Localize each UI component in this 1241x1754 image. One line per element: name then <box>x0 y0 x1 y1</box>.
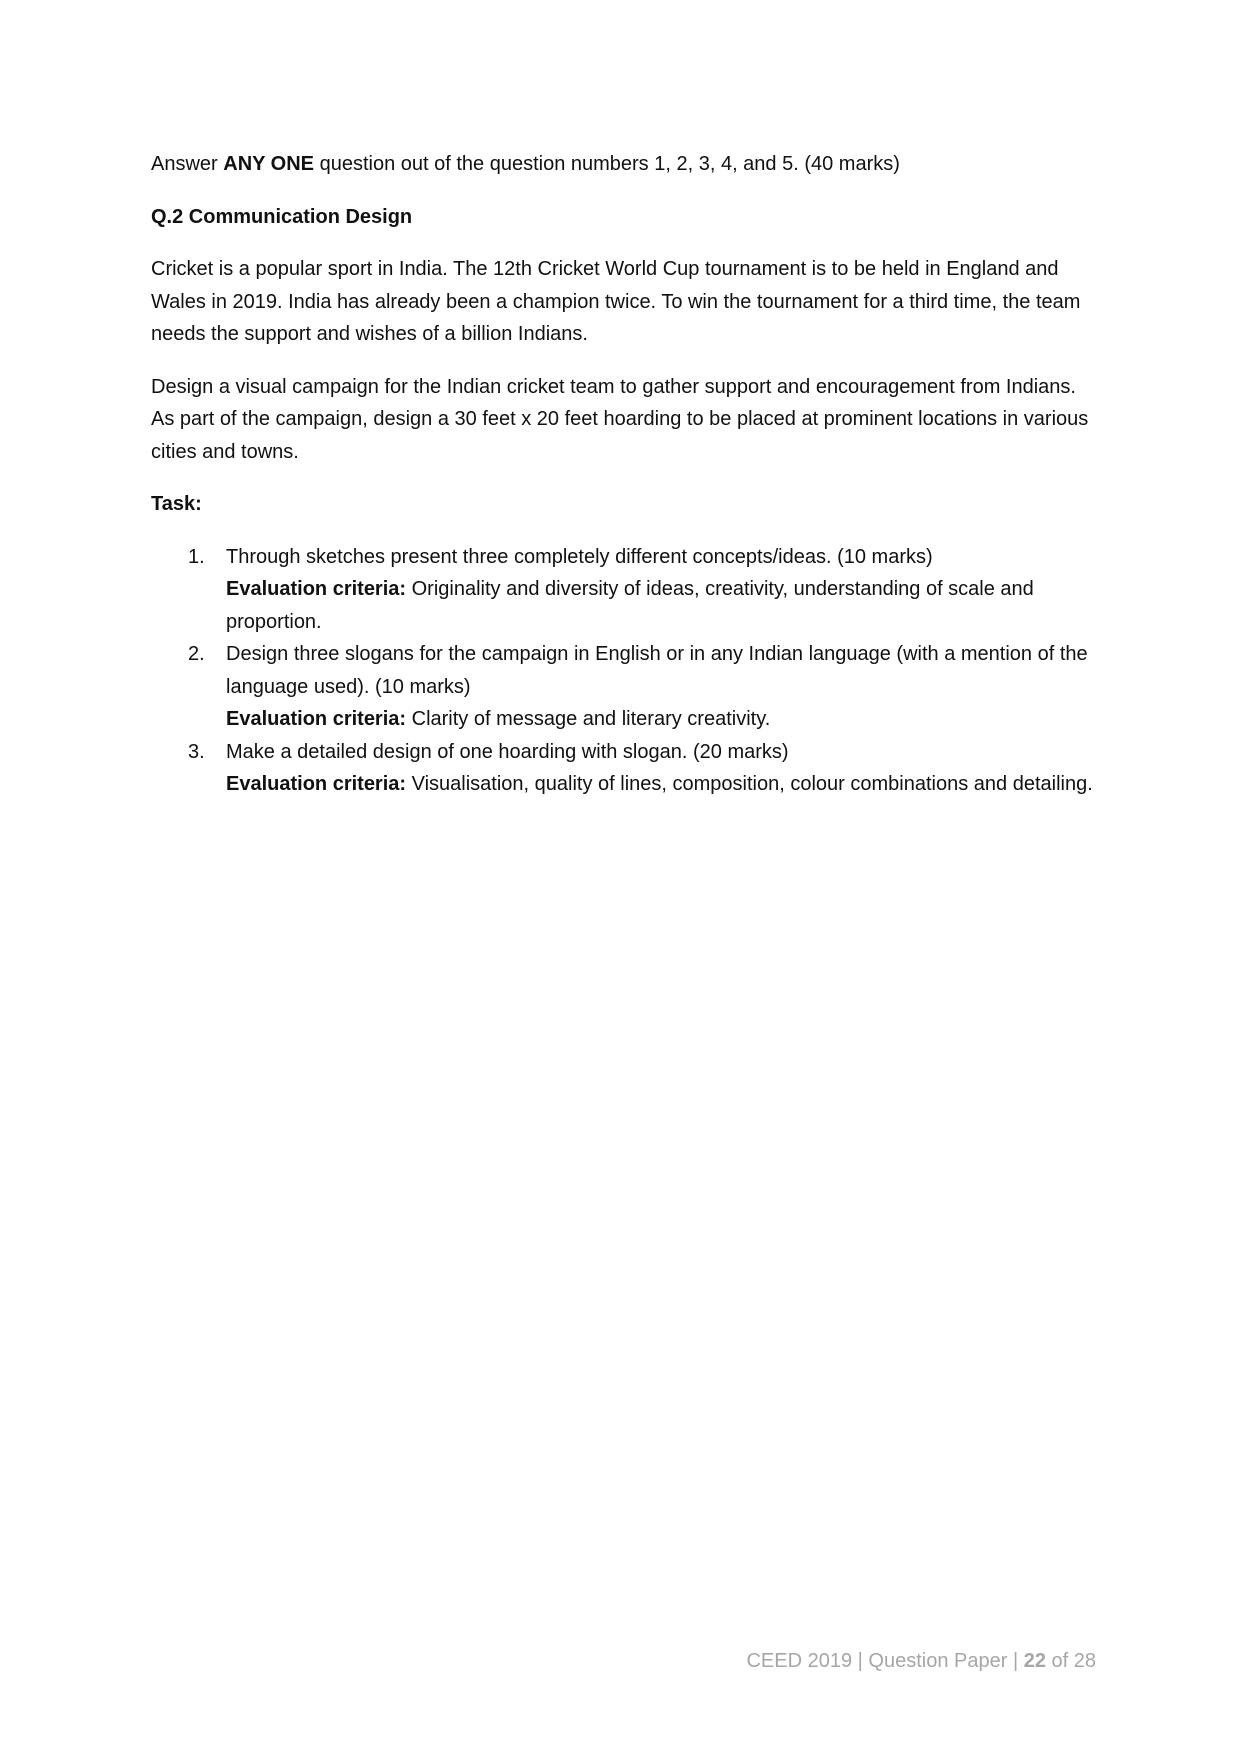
criteria-label: Evaluation criteria: <box>226 708 407 730</box>
question-paragraph-2: Design a visual campaign for the Indian cricket team to gather support and encouragement from Indians. As part of the campaign, design a 30 feet x 20 feet hoarding to be placed at prominent locations in various cities and towns. <box>151 375 1089 463</box>
instruction-suffix: question out of the question numbers 1, 2, 3, 4, and 5. (40 marks) <box>314 153 900 175</box>
task-list <box>151 541 1101 801</box>
criteria-label: Evaluation criteria: <box>226 773 407 795</box>
footer-doc-label: CEED 2019 | Question Paper | <box>746 1650 1024 1672</box>
evaluation-criteria <box>226 703 1101 736</box>
evaluation-criteria <box>226 768 1101 801</box>
task-text: Make a detailed design of one hoarding with slogan. (20 marks) <box>226 740 789 763</box>
task-number: 2. <box>188 643 205 665</box>
criteria-label: Evaluation criteria: <box>226 578 407 600</box>
footer-page-current: 22 <box>1023 1650 1046 1672</box>
evaluation-criteria <box>226 573 1101 638</box>
task-item-2 <box>151 638 1101 736</box>
footer-page-total: 28 <box>1073 1650 1096 1672</box>
task-text: Through sketches present three completely different concepts/ideas. (10 marks) <box>226 545 933 568</box>
task-number: 3. <box>188 740 205 763</box>
task-number: 1. <box>188 545 205 568</box>
criteria-text: Visualisation, quality of lines, composition, colour combinations and detailing. <box>406 773 1093 795</box>
question-paragraph-1: Cricket is a popular sport in India. The 12th Cricket World Cup tournament is to be held in England and Wales in 2019. India has already been a champion twice. To win the tournament for a third time, the team needs the support and wishes of a billion Indians. <box>151 258 1081 345</box>
question-title: Q.2 Communication Design <box>151 205 413 228</box>
page-footer <box>746 1650 1096 1673</box>
criteria-text: Originality and diversity of ideas, creativity, understanding of scale and proportion. <box>226 578 1034 633</box>
page-content <box>151 148 1101 801</box>
task-item-1 <box>151 541 1101 639</box>
criteria-text: Clarity of message and literary creativity. <box>406 708 771 730</box>
instruction-prefix: Answer <box>151 153 224 175</box>
task-text: Design three slogans for the campaign in English or in any Indian language (with a mention of the language used). (10 marks) <box>226 643 1088 698</box>
instruction-emphasis: ANY ONE <box>223 153 315 175</box>
task-heading: Task: <box>151 493 202 515</box>
task-item-3 <box>151 736 1101 801</box>
instruction-line <box>151 148 1101 181</box>
footer-page-sep: of <box>1045 1650 1074 1672</box>
